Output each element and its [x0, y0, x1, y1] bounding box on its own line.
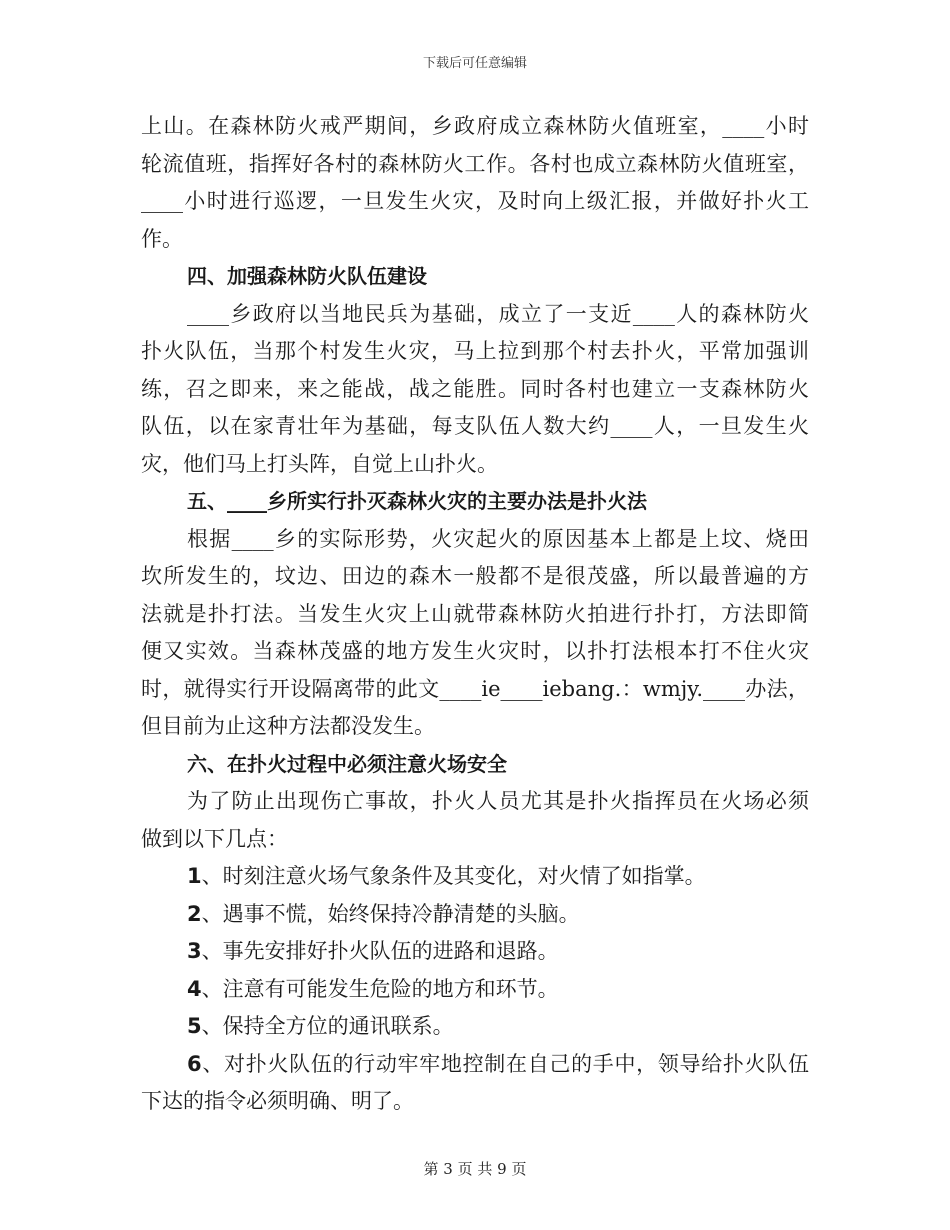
- paragraph-line: 队伍，以在家青壮年为基础，每支队伍人数大约____人，一旦发生火: [141, 414, 809, 438]
- list-item: [141, 1046, 809, 1084]
- paragraph-line: 轮流值班，指挥好各村的森林防火工作。各村也成立森林防火值班室，: [141, 151, 809, 176]
- paragraph-line: 但目前为止这种方法都没发生。: [141, 714, 435, 738]
- list-item: [141, 1008, 809, 1046]
- paragraph-line: 便又实效。当森林茂盛的地方发生火灾时，以扑打法根本打不住火灾: [141, 639, 809, 663]
- paragraph-line: 扑火队伍，当那个村发生火灾，马上拉到那个村去扑火，平常加强训: [141, 339, 809, 363]
- list-item-number: 6: [187, 1051, 202, 1076]
- list-item: [141, 896, 809, 934]
- list-item-number: 4: [187, 976, 202, 1001]
- list-item: [141, 858, 809, 896]
- paragraph-line: 时，就得实行开设隔离带的此文____ie____iebang.：wmjy.____办法，: [141, 676, 809, 701]
- paragraph-line: 法就是扑打法。当发生火灾上山就带森林防火拍进行扑打，方法即简: [141, 601, 809, 626]
- paragraph-line: 上山。在森林防火戒严期间，乡政府成立森林防火值班室，____小时: [141, 114, 809, 138]
- list-item-text: 、事先安排好扑火队伍的进路和退路。: [201, 939, 559, 963]
- list-item-text: 、遇事不慌，始终保持冷静清楚的头脑。: [201, 901, 580, 926]
- list-item-text: 、时刻注意火场气象条件及其变化，对火情了如指掌。: [201, 864, 706, 888]
- list-item-text: 、保持全方位的通讯联系。: [201, 1014, 454, 1038]
- list-item: [141, 971, 809, 1009]
- list-item-text: 、对扑火队伍的行动牢牢地控制在自己的手中，领导给扑火队伍: [201, 1051, 809, 1076]
- paragraph-line: ____小时进行巡逻，一旦发生火灾，及时向上级汇报，并做好扑火工: [141, 189, 809, 213]
- paragraph-line: 下达的指令必须明确、明了。: [141, 1089, 414, 1113]
- document-body: [141, 108, 809, 1121]
- page-number: 第 3 页 共 9 页: [423, 1160, 527, 1178]
- list-item-number: 1: [187, 864, 202, 888]
- list-item-number: 3: [187, 939, 202, 963]
- list-item-text: 、注意有可能发生危险的地方和环节。: [201, 976, 559, 1001]
- paragraph-line: 坎所发生的，坟边、田边的森木一般都不是很茂盛，所以最普遍的方: [141, 564, 809, 588]
- paragraph-line: 做到以下几点：: [141, 826, 288, 851]
- section-heading-6: 六、在扑火过程中必须注意火场安全: [187, 751, 507, 776]
- paragraph-line: 为了防止出现伤亡事故，扑火人员尤其是扑火指挥员在火场必须: [187, 789, 809, 813]
- list-item: [141, 933, 809, 971]
- section-heading-4: 四、加强森林防火队伍建设: [187, 264, 427, 288]
- page-header-note: 下载后可任意编辑: [422, 56, 527, 71]
- paragraph-line: 作。: [141, 226, 183, 251]
- paragraph-line: ____乡政府以当地民兵为基础，成立了一支近____人的森林防火: [187, 301, 809, 326]
- list-item-number: 2: [187, 901, 202, 926]
- paragraph-line: 灾，他们马上打头阵，自觉上山扑火。: [141, 451, 498, 476]
- paragraph-line: 根据____乡的实际形势，火灾起火的原因基本上都是上坟、烧田: [187, 526, 809, 551]
- list-item-number: 5: [187, 1014, 202, 1038]
- paragraph-line: 练，召之即来，来之能战，战之能胜。同时各村也建立一支森林防火: [141, 376, 809, 401]
- section-heading-5: 五、____乡所实行扑灭森林火灾的主要办法是扑火法: [187, 489, 647, 513]
